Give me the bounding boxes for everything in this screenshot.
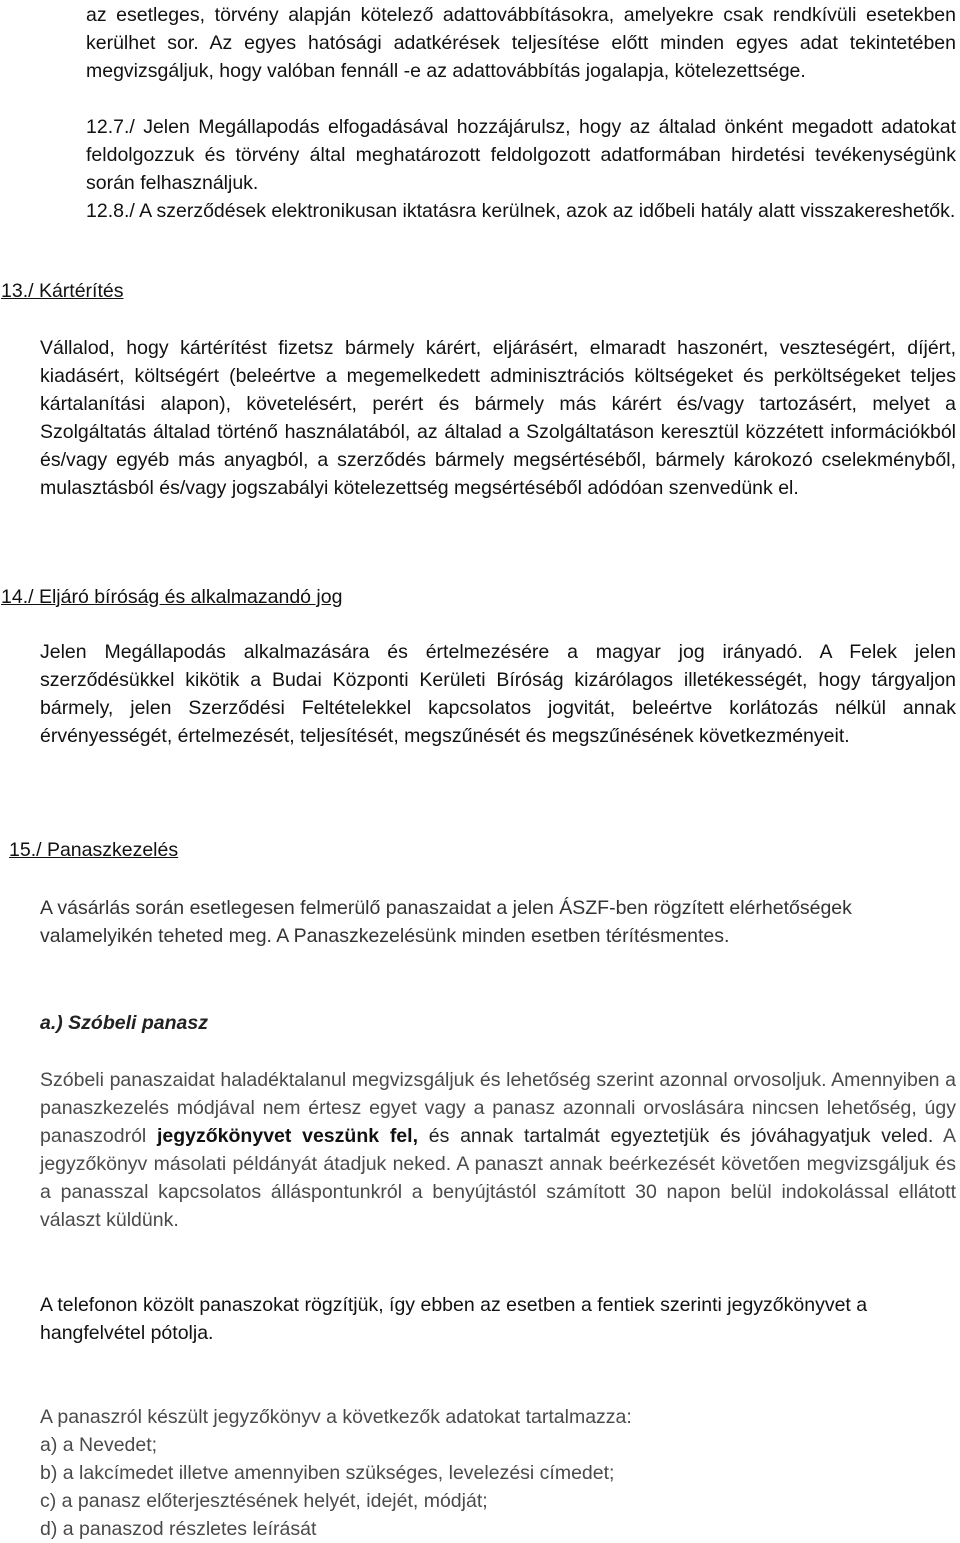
subsection-a-bold-text: jegyzőkönyvet veszünk fel, [157,1125,418,1147]
section-15-intro: A vásárlás során esetlegesen felmerülő panaszaidat a jelen ÁSZF-ben rögzített elérhetőségek valamelyikén teheted meg. A Panaszkezelésünk minden esetben térítésmentes. [40,897,852,947]
section-13-body: Vállalod, hogy kártérítést fizetsz bármely kárért, eljárásért, elmaradt haszonért, veszteségért, díjért, kiadásért, költségért (beleértve a megemelkedett adminisztrációs költségeket és perköltségeket teljes kártalanítási alapon), követelésért, perért és bármely más kárért és/vagy tartozásért, melyet a Szolgáltatás általad történő használatából, az általad a Szolgáltatáson keresztül közzétett információkból és/vagy egyéb más anyagból, a szerződés bármely megsértéséből, bármely károkozó cselekményből, mulasztásból és/vagy jogszabályi kötelezettség megsértéséből adódóan szenvedünk el. [40,337,956,499]
subsection-a-heading: a.) Szóbeli panasz [40,1012,208,1034]
record-contents-list [40,1431,920,1543]
paragraph-12-7: 12.7./ Jelen Megállapodás elfogadásával hozzájárulsz, hogy az általad önként megadott adatokat feldolgozzuk és törvény által meghatározott feldolgozott adatformában hirdetési tevékenységünk során felhasználjuk. [86,116,956,194]
list-item: a) a Nevedet; [40,1434,158,1456]
section-15-heading: 15./ Panaszkezelés [9,839,179,861]
section-13-heading: 13./ Kártérítés [1,280,124,302]
subsection-a-text-1: Szóbeli panaszaidat haladéktalanul megvizsgáljuk és lehetőség szerint azonnal orvosoljuk. Amennyiben a panaszkezelés módjával nem értesz egyet vagy a panasz azonnali orvoslására nincsen lehetőség, úgy panaszodról [40,1069,956,1147]
record-contents-intro: A panaszról készült jegyzőkönyv a következők adatokat tartalmazza: [40,1406,632,1428]
subsection-a-text-2: és annak tartalmát egyeztetjük és jóváhagyatjuk veled. [418,1125,943,1147]
section-14-body: Jelen Megállapodás alkalmazására és értelmezésére a magyar jog irányadó. A Felek jelen szerződésükkel kikötik a Budai Központi Kerületi Bíróság kizárólagos illetékességét, hogy tárgyaljon bármely, jelen Szerződési Feltételekkel kapcsolatos jogvitát, beleértve korlátozás nélkül annak érvényességét, értelmezését, teljesítését, megszűnését és megszűnésének következményeit. [40,641,956,747]
list-item: b) a lakcímedet illetve amennyiben szükséges, levelezési címedet; [40,1462,615,1484]
subsection-a-body [40,1066,956,1234]
phone-complaint-paragraph: A telefonon közölt panaszokat rögzítjük, így ebben az esetben a fentiek szerinti jegyzőkönyvet a hangfelvétel pótolja. [40,1294,868,1344]
paragraph-12-6-cont: az esetleges, törvény alapján kötelező adattovábbításokra, amelyekre csak rendkívüli esetekben kerülhet sor. Az egyes hatósági adatkérések teljesítése előtt minden egyes adat tekintetében megvizsgáljuk, hogy valóban fennáll -e az adattovábbítás jogalapja, kötelezettsége. [86,4,956,82]
list-item: d) a panaszod részletes leírását [40,1518,317,1540]
paragraph-12-8: 12.8./ A szerződések elektronikusan iktatásra kerülnek, azok az időbeli hatály alatt visszakereshetők. [86,200,956,222]
list-item: c) a panasz előterjesztésének helyét, idejét, módját; [40,1490,488,1512]
subsection-a-text-3: A jegyzőkönyv másolati példányát átadjuk neked. A panaszt annak beérkezését követően megvizsgáljuk és a panasszal kapcsolatos álláspontunkról a benyújtástól számított 30 napon belül indokolással ellátott választ küldünk. [40,1125,956,1231]
section-14-heading: 14./ Eljáró bíróság és alkalmazandó jog [1,586,343,608]
